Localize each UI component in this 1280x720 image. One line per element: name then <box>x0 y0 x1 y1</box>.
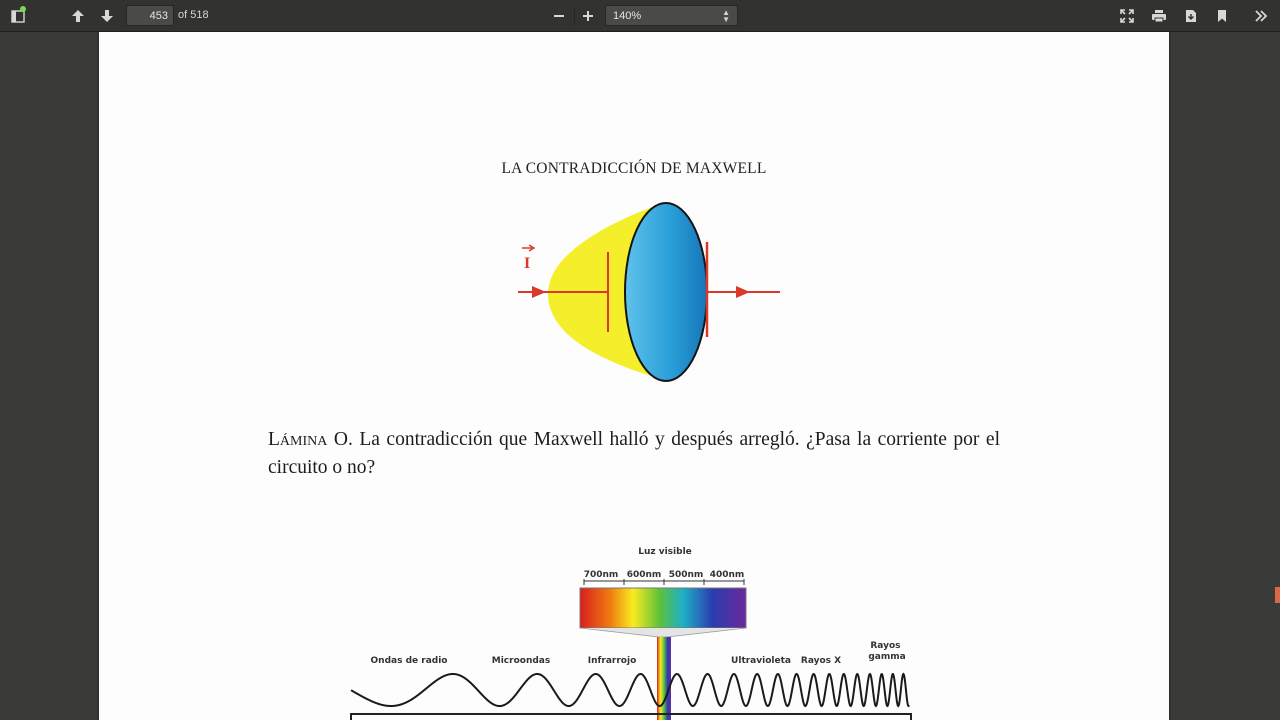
zoom-in-button[interactable] <box>576 4 600 28</box>
gamma-label-line: gamma <box>868 652 906 662</box>
presentation-mode-icon <box>1119 8 1135 24</box>
download-button[interactable] <box>1179 4 1203 28</box>
zoom-value: 140% <box>613 10 642 22</box>
pdf-page <box>99 32 1169 720</box>
toolbar-separator <box>574 7 575 25</box>
print-icon <box>1151 8 1167 24</box>
select-caret-icon: ▲ ▼ <box>722 8 730 24</box>
page-total-label: of 518 <box>178 9 209 21</box>
pdf-toolbar <box>0 0 1280 32</box>
wavelength-label: 700nm <box>583 570 619 580</box>
maxwell-contradiction-figure <box>508 192 798 387</box>
notification-dot <box>20 6 26 12</box>
document-viewer[interactable] <box>0 32 1280 720</box>
figure-caption <box>268 426 1000 482</box>
next-page-button[interactable] <box>95 4 119 28</box>
spectrum-region-label: Microondas <box>491 656 551 666</box>
blue-disc <box>625 203 707 381</box>
wavelength-label: 400nm <box>709 570 745 580</box>
current-label: I <box>524 255 531 272</box>
gamma-label-line: Rayos <box>870 641 901 651</box>
spectrum-region-label: Ondas de radio <box>370 656 448 666</box>
spectrum-region-label <box>868 641 905 662</box>
zoom-out-button[interactable] <box>547 4 571 28</box>
visible-light-beam <box>657 637 671 720</box>
wavelength-label: 500nm <box>668 570 704 580</box>
zoom-in-icon <box>581 9 595 23</box>
figure-title: LA CONTRADICCIÓN DE MAXWELL <box>501 160 767 177</box>
electromagnetic-wave <box>351 674 909 706</box>
right-current-arrow <box>736 286 750 298</box>
next-page-icon <box>99 8 115 24</box>
visible-light-label: Luz visible <box>638 547 692 557</box>
spectrum-region-label: Infrarrojo <box>587 656 637 666</box>
electromagnetic-spectrum-figure <box>339 537 929 720</box>
spectrum-region-label: Ultravioleta <box>731 656 791 666</box>
download-icon <box>1183 8 1199 24</box>
sidebar-toggle-button[interactable] <box>6 4 30 28</box>
scroll-indicator[interactable] <box>1275 587 1280 603</box>
previous-page-icon <box>70 8 86 24</box>
print-button[interactable] <box>1147 4 1171 28</box>
current-vector-arrow <box>522 245 534 251</box>
zoom-select[interactable] <box>605 5 738 26</box>
zoom-out-icon <box>552 9 566 23</box>
previous-page-button[interactable] <box>66 4 90 28</box>
bookmark-icon <box>1214 8 1230 24</box>
tools-button[interactable] <box>1249 4 1273 28</box>
spectrum-region-label: Rayos X <box>800 656 842 666</box>
caption-label: Lámina <box>268 429 328 450</box>
spectrum-funnel <box>580 628 746 637</box>
caption-text: O. La contradicción que Maxwell halló y después arregló. ¿Pasa la corriente por el circuito o no? <box>268 429 1000 478</box>
left-current-arrow <box>532 286 546 298</box>
wavelength-label: 600nm <box>626 570 662 580</box>
presentation-mode-button[interactable] <box>1115 4 1139 28</box>
spectrum-bottom-box <box>351 714 911 720</box>
tools-icon <box>1253 8 1269 24</box>
bookmark-button[interactable] <box>1210 4 1234 28</box>
page-number-input[interactable] <box>126 5 174 26</box>
visible-spectrum-bar <box>580 588 746 628</box>
